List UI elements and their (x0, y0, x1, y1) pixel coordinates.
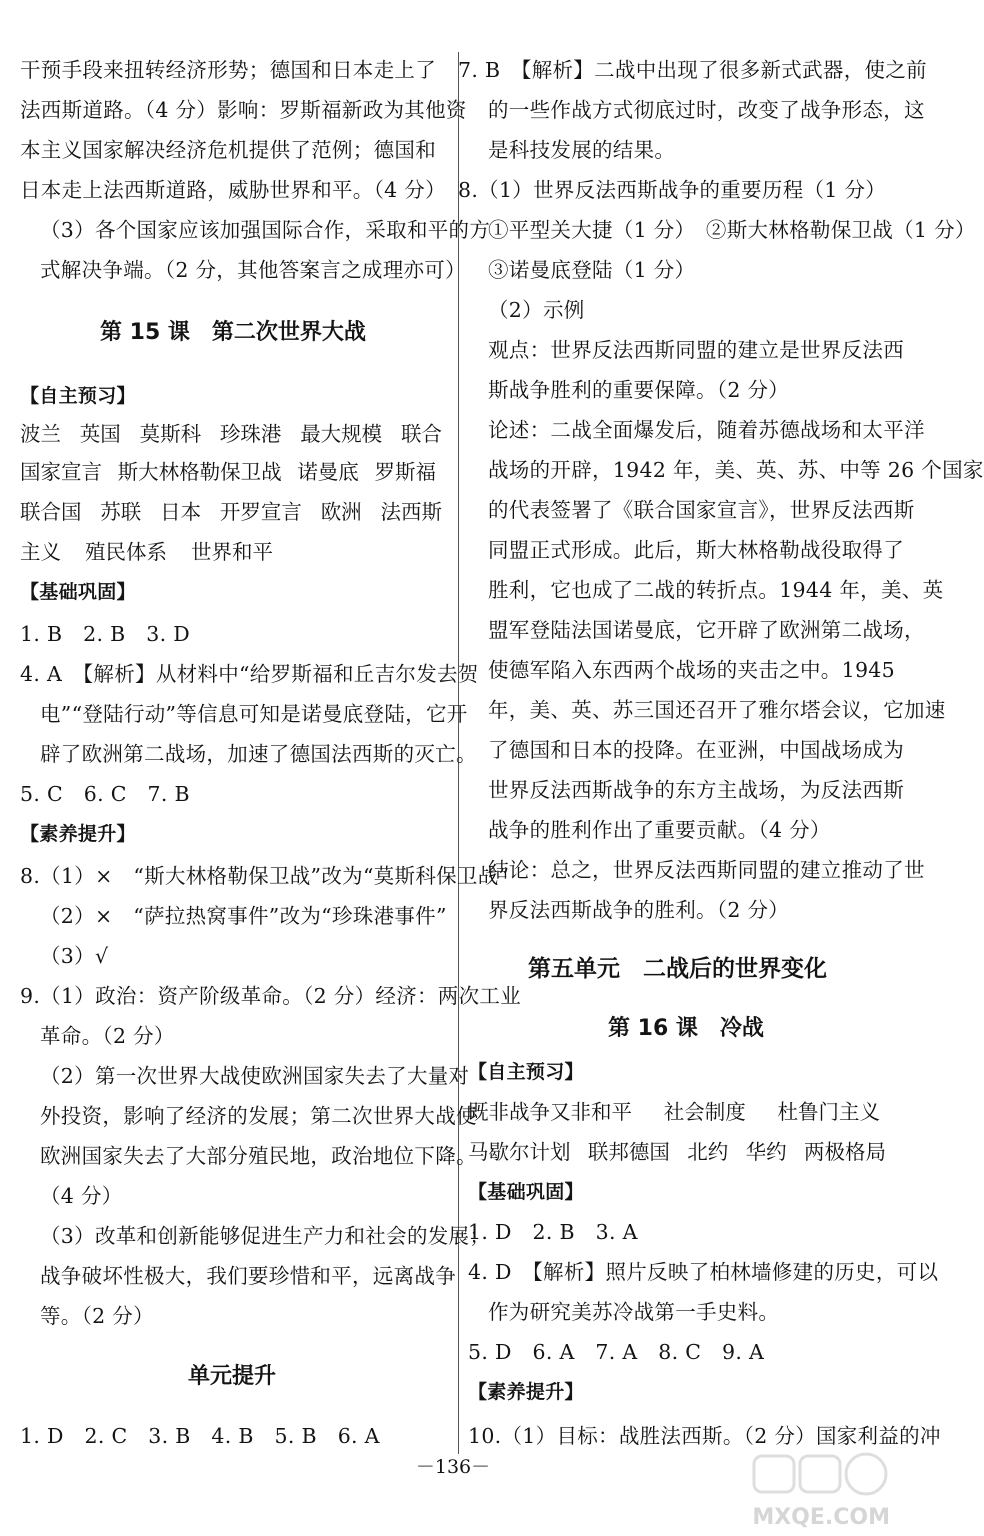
answer-line: 电”“登陆行动”等信息可知是诺曼底登陆，它开 (40, 702, 468, 726)
section-heading: 【自主预习】 (468, 1061, 584, 1083)
answer-line: 结论：总之，世界反法西斯同盟的建立推动了世 (488, 858, 925, 882)
keyword: 诺曼底 (297, 460, 359, 484)
lesson-title: 第 15 课 第二次世界大战 (100, 320, 366, 345)
answer-line: （2）示例 (488, 298, 585, 322)
answer-line: 1. D 2. B 3. A (468, 1220, 638, 1244)
keyword: 日本 (160, 500, 202, 524)
answer-line: ③诺曼底登陆（1 分） (488, 258, 696, 282)
answer-line: 4. A 【解析】从材料中“给罗斯福和丘吉尔发去贺 (20, 662, 479, 686)
answer-line: 盟军登陆法国诺曼底，它开辟了欧洲第二战场， (488, 618, 925, 642)
keyword: 华约 (745, 1140, 787, 1164)
answer-line: 的一些作战方式彻底过时，改变了战争形态，这 (488, 98, 925, 122)
answer-line: 作为研究美苏冷战第一手史料。 (488, 1300, 780, 1324)
keyword: 马歇尔计划 (468, 1140, 571, 1164)
answer-line: （2）× “萨拉热窝事件”改为“珍珠港事件” (40, 904, 447, 928)
keyword: 两极格局 (804, 1140, 886, 1164)
page-number: －136－ (415, 1456, 491, 1478)
text-line: 日本走上法西斯道路，威胁世界和平。（4 分） (20, 178, 446, 202)
keyword: 珍珠港 (219, 422, 282, 446)
answer-line: （3）改革和创新能够促进生产力和社会的发展； (40, 1224, 491, 1248)
answer-line: 了德国和日本的投降。在亚洲，中国战场成为 (488, 738, 904, 762)
section-heading: 【素养提升】 (468, 1381, 584, 1403)
unit-title: 第五单元 二战后的世界变化 (528, 956, 827, 982)
answer-line: 10.（1）目标：战胜法西斯。（2 分）国家利益的冲 (468, 1424, 941, 1448)
answer-line: ①平型关大捷（1 分） ②斯大林格勒保卫战（1 分） (488, 218, 976, 242)
section-heading: 【素养提升】 (20, 823, 136, 845)
answer-line: 7. B 【解析】二战中出现了很多新式武器，使之前 (458, 58, 927, 82)
keyword: 罗斯福 (374, 460, 436, 484)
keyword: 联邦德国 (587, 1140, 670, 1164)
text-line: 法西斯道路。（4 分）影响：罗斯福新政为其他资 (20, 98, 467, 122)
text-line: 式解决争端。（2 分，其他答案言之成理亦可） (40, 258, 466, 282)
keyword: 主义 (20, 540, 61, 564)
keyword: 社会制度 (663, 1100, 746, 1124)
answer-line: 8.（1）世界反法西斯战争的重要历程（1 分） (458, 178, 887, 202)
keyword: 波兰 (20, 422, 61, 446)
watermark-text: MXQE.COM (752, 1505, 890, 1530)
keyword-row (20, 458, 436, 486)
answer-line: 8.（1）× “斯大林格勒保卫战”改为“莫斯科保卫战” (20, 864, 510, 888)
keyword: 既非战争又非和平 (468, 1100, 632, 1124)
keyword: 国家宣言 (20, 460, 102, 484)
answer-line: 观点：世界反法西斯同盟的建立是世界反法西 (488, 338, 904, 362)
answer-line: （4 分） (40, 1184, 123, 1208)
answer-line: 的代表签署了《联合国家宣言》，世界反法西斯 (488, 498, 915, 522)
keyword: 世界和平 (191, 540, 273, 564)
answer-line: 胜利，它也成了二战的转折点。1944 年，美、英 (488, 578, 944, 602)
keyword: 苏联 (100, 500, 142, 524)
text-line: 干预手段来扭转经济形势；德国和日本走上了 (20, 58, 436, 82)
keyword: 莫斯科 (139, 422, 202, 446)
answer-line: 5. D 6. A 7. A 8. C 9. A (468, 1340, 765, 1364)
answer-line: 外投资，影响了经济的发展；第二次世界大战使 (40, 1104, 477, 1128)
keyword: 联合 (400, 422, 442, 446)
answer-line: 同盟正式形成。此后，斯大林格勒战役取得了 (488, 538, 904, 562)
answer-line: 革命。（2 分） (40, 1024, 175, 1048)
keyword: 斯大林格勒保卫战 (117, 460, 282, 484)
watermark-logo (714, 1452, 894, 1532)
keyword: 开罗宣言 (219, 500, 302, 524)
answer-line: 等。（2 分） (40, 1304, 154, 1328)
section-heading: 【自主预习】 (20, 385, 136, 407)
keyword-row (20, 498, 442, 526)
keyword: 英国 (79, 422, 121, 446)
text-line: （3）各个国家应该加强国际合作，采取和平的方 (40, 218, 491, 242)
keyword: 杜鲁门主义 (777, 1100, 880, 1124)
text-line: 本主义国家解决经济危机提供了范例；德国和 (20, 138, 436, 162)
unit-review-title: 单元提升 (188, 1364, 277, 1389)
answer-line: 是科技发展的结果。 (488, 138, 676, 162)
answer-line: 世界反法西斯战争的东方主战场，为反法西斯 (488, 778, 904, 802)
keyword-row (20, 420, 442, 448)
keyword-row (468, 1138, 886, 1166)
answer-line: （3）√ (40, 944, 109, 968)
keyword: 法西斯 (380, 500, 442, 524)
answer-line: 1. D 2. C 3. B 4. B 5. B 6. A (20, 1424, 380, 1448)
answer-line: 9.（1）政治：资产阶级革命。（2 分）经济：两次工业 (20, 984, 522, 1008)
lesson-title: 第 16 课 冷战 (608, 1016, 764, 1041)
answer-line: 界反法西斯战争的胜利。（2 分） (488, 898, 790, 922)
answer-line: 战场的开辟，1942 年，美、英、苏、中等 26 个国家 (488, 458, 984, 482)
answer-line: 论述：二战全面爆发后，随着苏德战场和太平洋 (488, 418, 925, 442)
answer-line: 斯战争胜利的重要保障。（2 分） (488, 378, 790, 402)
answer-line: 辟了欧洲第二战场，加速了德国法西斯的灭亡。 (40, 742, 477, 766)
answer-line: 战争破坏性极大，我们要珍惜和平，远离战争 (40, 1264, 456, 1288)
section-heading: 【基础巩固】 (468, 1181, 584, 1203)
keyword: 殖民体系 (85, 540, 167, 564)
keyword: 最大规模 (300, 422, 383, 446)
keyword: 欧洲 (320, 500, 362, 524)
keyword-row (20, 538, 273, 566)
answer-line: 年，美、英、苏三国还召开了雅尔塔会议，它加速 (488, 698, 946, 722)
answer-line: 5. C 6. C 7. B (20, 782, 190, 806)
section-heading: 【基础巩固】 (20, 581, 136, 603)
answer-line: 使德军陷入东西两个战场的夹击之中。1945 (488, 658, 895, 682)
answer-line: 战争的胜利作出了重要贡献。（4 分） (488, 818, 831, 842)
keyword: 北约 (687, 1140, 729, 1164)
answer-line: 欧洲国家失去了大部分殖民地，政治地位下降。 (40, 1144, 477, 1168)
keyword-row (468, 1098, 880, 1126)
answer-line: 4. D 【解析】照片反映了柏林墙修建的历史，可以 (468, 1260, 939, 1284)
answer-line: （2）第一次世界大战使欧洲国家失去了大量对 (40, 1064, 470, 1088)
keyword: 联合国 (20, 500, 82, 524)
answer-line: 1. B 2. B 3. D (20, 622, 190, 646)
